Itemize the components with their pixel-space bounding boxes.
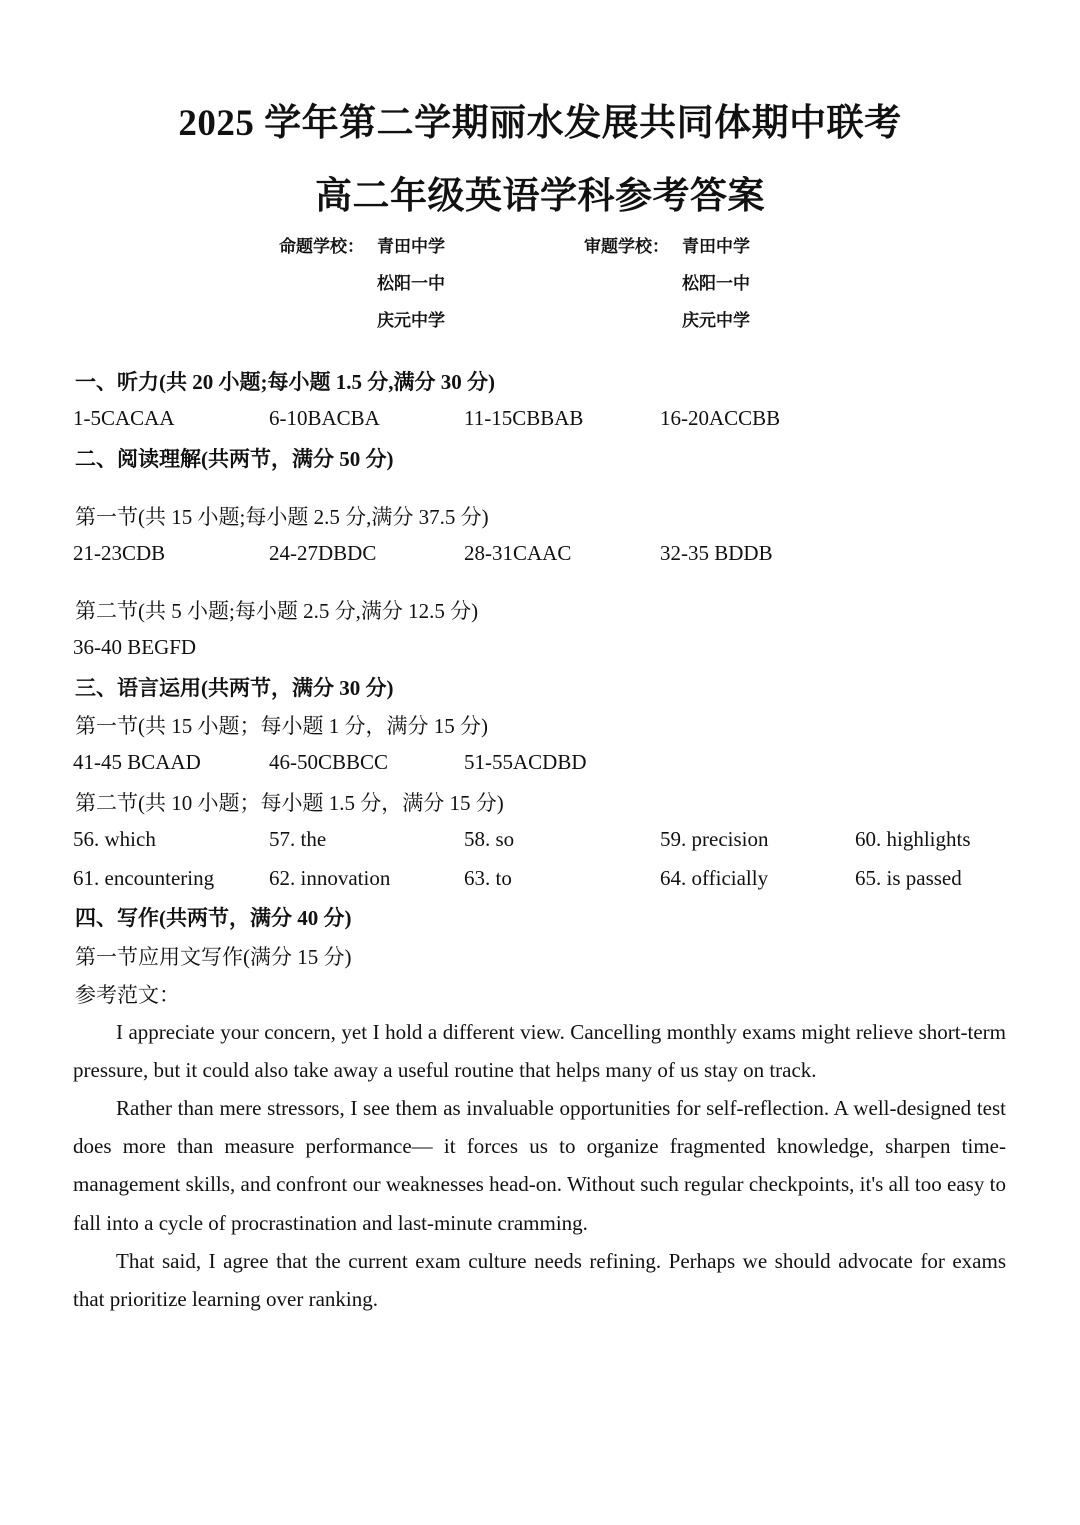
answer-group: 24-27DBDC bbox=[269, 541, 377, 565]
answer-item: 57. the bbox=[269, 827, 327, 851]
answer-group: 6-10BACBA bbox=[269, 406, 380, 430]
answer-group: 16-20ACCBB bbox=[660, 406, 781, 430]
answer-key-subtitle: 高二年级英语学科参考答案 bbox=[315, 176, 765, 217]
answer-item: 64. officially bbox=[660, 866, 769, 890]
part2-section1-heading: 第一节(共 15 小题;每小题 2.5 分,满分 37.5 分) bbox=[75, 505, 489, 529]
reviewer-label: 审题学校： bbox=[584, 237, 669, 256]
answer-item: 60. highlights bbox=[855, 827, 971, 851]
essay-paragraph-2: Rather than mere stressors, I see them as invaluable opportunities for self-reflection. A well-designed test does more than measure performance— it forces us to organize fragmented knowledge, sharpen time-management skills, and confront our weaknesses head-on. Without such regular checkpoints, it's all too easy to fall into a cycle of procrastination and last-minute cramming. bbox=[73, 1096, 1006, 1235]
setter-school-1: 青田中学 bbox=[377, 237, 445, 256]
sample-essay-label: 参考范文： bbox=[75, 983, 180, 1007]
part2-section2-heading: 第二节(共 5 小题;每小题 2.5 分,满分 12.5 分) bbox=[75, 599, 479, 623]
answer-item: 61. encountering bbox=[73, 866, 215, 890]
reviewer-school-1: 青田中学 bbox=[682, 237, 750, 256]
answer-group: 32-35 BDDB bbox=[660, 541, 773, 565]
part1-heading: 一、听力(共 20 小题;每小题 1.5 分,满分 30 分) bbox=[75, 370, 495, 394]
essay-paragraph-3: That said, I agree that the current exam culture needs refining. Perhaps we should advocate for exams that prioritize learning over ranking. bbox=[73, 1249, 1006, 1312]
answer-group: 36-40 BEGFD bbox=[73, 635, 197, 659]
reviewer-school-3: 庆元中学 bbox=[682, 311, 750, 330]
setter-label: 命题学校： bbox=[279, 237, 364, 256]
answer-group: 28-31CAAC bbox=[464, 541, 572, 565]
answer-group: 41-45 BCAAD bbox=[73, 750, 201, 774]
part3-section1-heading: 第一节(共 15 小题；每小题 1 分，满分 15 分) bbox=[75, 714, 488, 738]
reviewer-school-2: 松阳一中 bbox=[682, 274, 750, 293]
setter-school-3: 庆元中学 bbox=[377, 311, 445, 330]
answer-item: 65. is passed bbox=[855, 866, 962, 890]
answer-item: 59. precision bbox=[660, 827, 769, 851]
answer-item: 62. innovation bbox=[269, 866, 391, 890]
answer-group: 1-5CACAA bbox=[73, 406, 175, 430]
answer-item: 63. to bbox=[464, 866, 512, 890]
answer-group: 21-23CDB bbox=[73, 541, 166, 565]
setter-school-2: 松阳一中 bbox=[377, 274, 445, 293]
essay-paragraph-1: I appreciate your concern, yet I hold a different view. Cancelling monthly exams might relieve short-term pressure, but it could also take away a useful routine that helps many of us stay on track. bbox=[73, 1020, 1006, 1083]
part2-heading: 二、阅读理解(共两节，满分 50 分) bbox=[75, 447, 394, 471]
answer-group: 11-15CBBAB bbox=[464, 406, 584, 430]
answer-item: 58. so bbox=[464, 827, 515, 851]
answer-item: 56. which bbox=[73, 827, 156, 851]
part4-heading: 四、写作(共两节，满分 40 分) bbox=[75, 906, 352, 930]
part3-section2-heading: 第二节(共 10 小题；每小题 1.5 分，满分 15 分) bbox=[75, 791, 504, 815]
part3-heading: 三、语言运用(共两节，满分 30 分) bbox=[75, 676, 394, 700]
exam-title: 2025 学年第二学期丽水发展共同体期中联考 bbox=[178, 103, 902, 144]
part4-section1-heading: 第一节应用文写作(满分 15 分) bbox=[75, 945, 352, 969]
answer-group: 51-55ACDBD bbox=[464, 750, 587, 774]
answer-group: 46-50CBBCC bbox=[269, 750, 389, 774]
